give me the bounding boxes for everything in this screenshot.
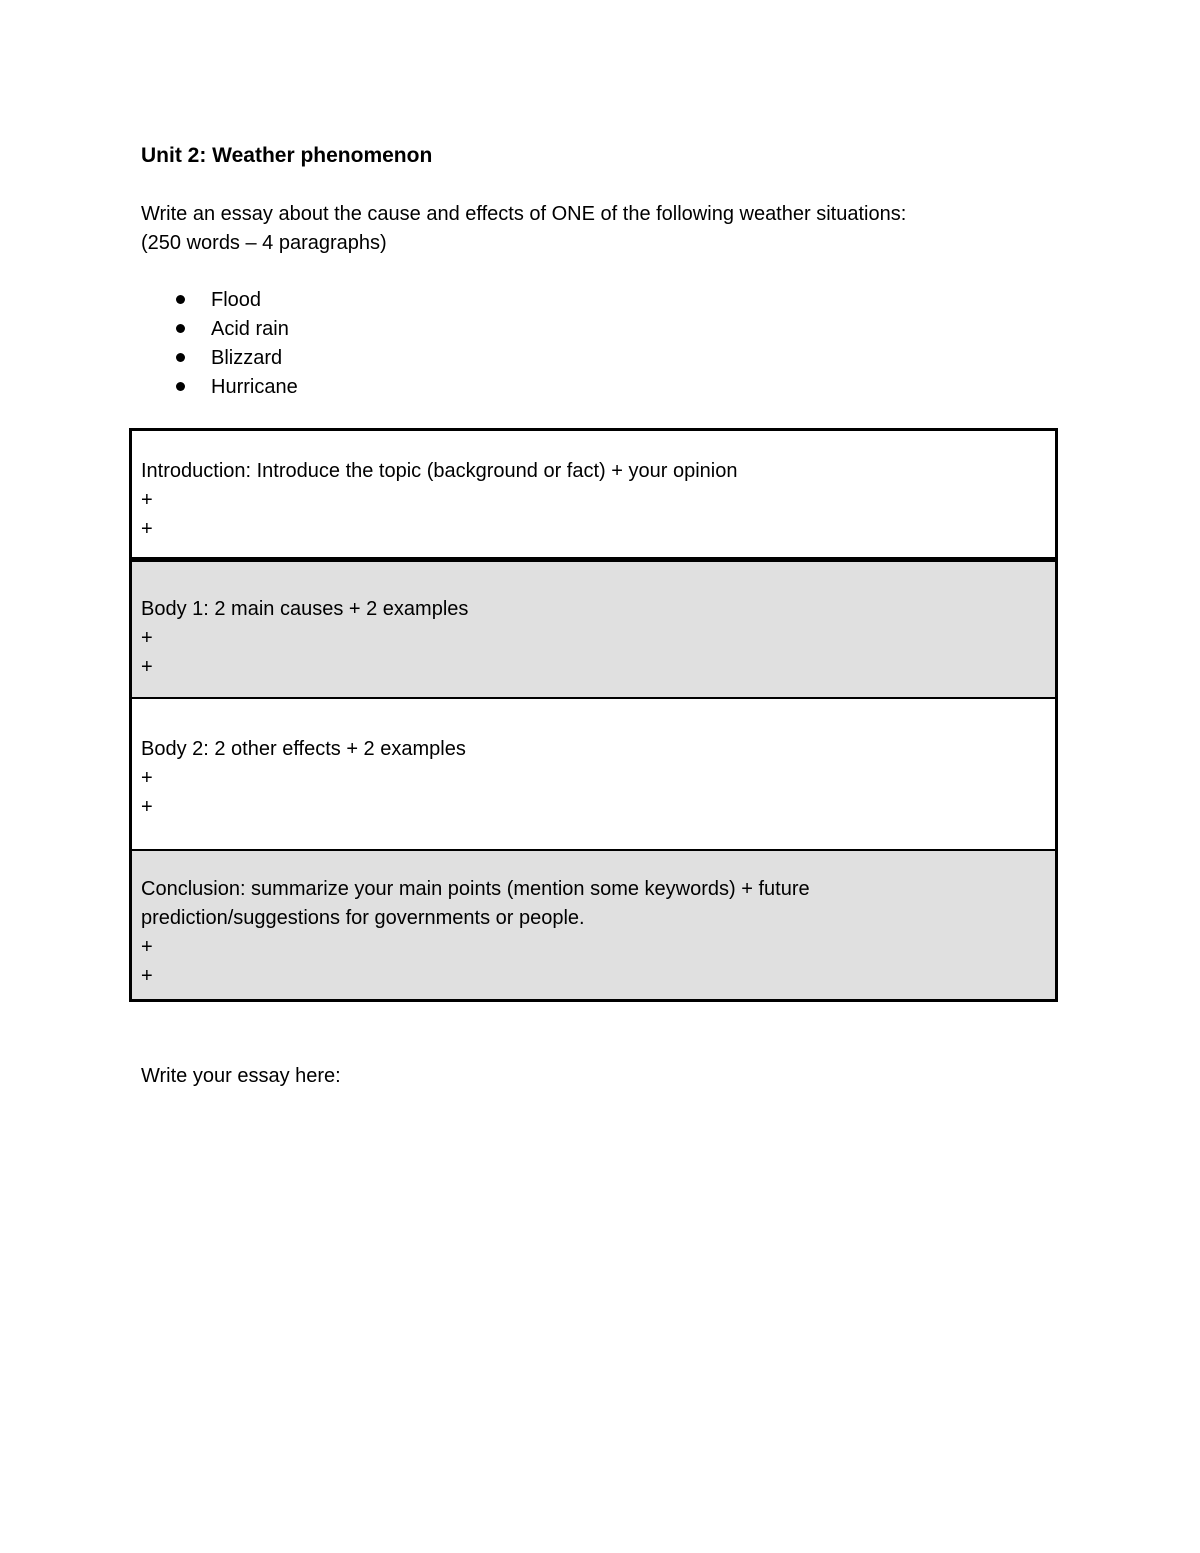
body-1-text: Body 1: 2 main causes + 2 examples: [141, 598, 469, 620]
option-label: Hurricane: [211, 376, 298, 398]
conclusion-text-line-2: prediction/suggestions for governments or people.: [141, 907, 585, 929]
outline-row-body-2: [132, 697, 1055, 849]
plus-line: +: [141, 796, 153, 818]
body-2-text: Body 2: 2 other effects + 2 examples: [141, 738, 466, 760]
outline-row-introduction: [132, 431, 1055, 557]
outline-row-body-1: [132, 557, 1055, 697]
essay-outline-table: [129, 428, 1058, 1002]
plus-line: +: [141, 767, 153, 789]
option-label: Flood: [211, 289, 262, 311]
option-label: Acid rain: [211, 318, 289, 340]
instructions-line-2: (250 words – 4 paragraphs): [141, 232, 387, 254]
outline-row-conclusion: [132, 849, 1055, 999]
page-title: Unit 2: Weather phenomenon: [141, 144, 433, 167]
bullet-icon: [176, 353, 185, 362]
plus-line: +: [141, 518, 153, 540]
instructions: [141, 200, 906, 258]
plus-line: +: [141, 489, 153, 511]
plus-line: +: [141, 656, 153, 678]
plus-line: +: [141, 965, 153, 987]
instructions-line-1: Write an essay about the cause and effects of ONE of the following weather situations:: [141, 203, 907, 225]
bullet-icon: [176, 382, 185, 391]
bullet-icon: [176, 295, 185, 304]
conclusion-text-line-1: Conclusion: summarize your main points (mention some keywords) + future: [141, 878, 810, 900]
bullet-icon: [176, 324, 185, 333]
option-label: Blizzard: [211, 347, 283, 369]
introduction-text: Introduction: Introduce the topic (background or fact) + your opinion: [141, 460, 738, 482]
plus-line: +: [141, 936, 153, 958]
essay-prompt: Write your essay here:: [141, 1065, 341, 1087]
plus-line: +: [141, 627, 153, 649]
